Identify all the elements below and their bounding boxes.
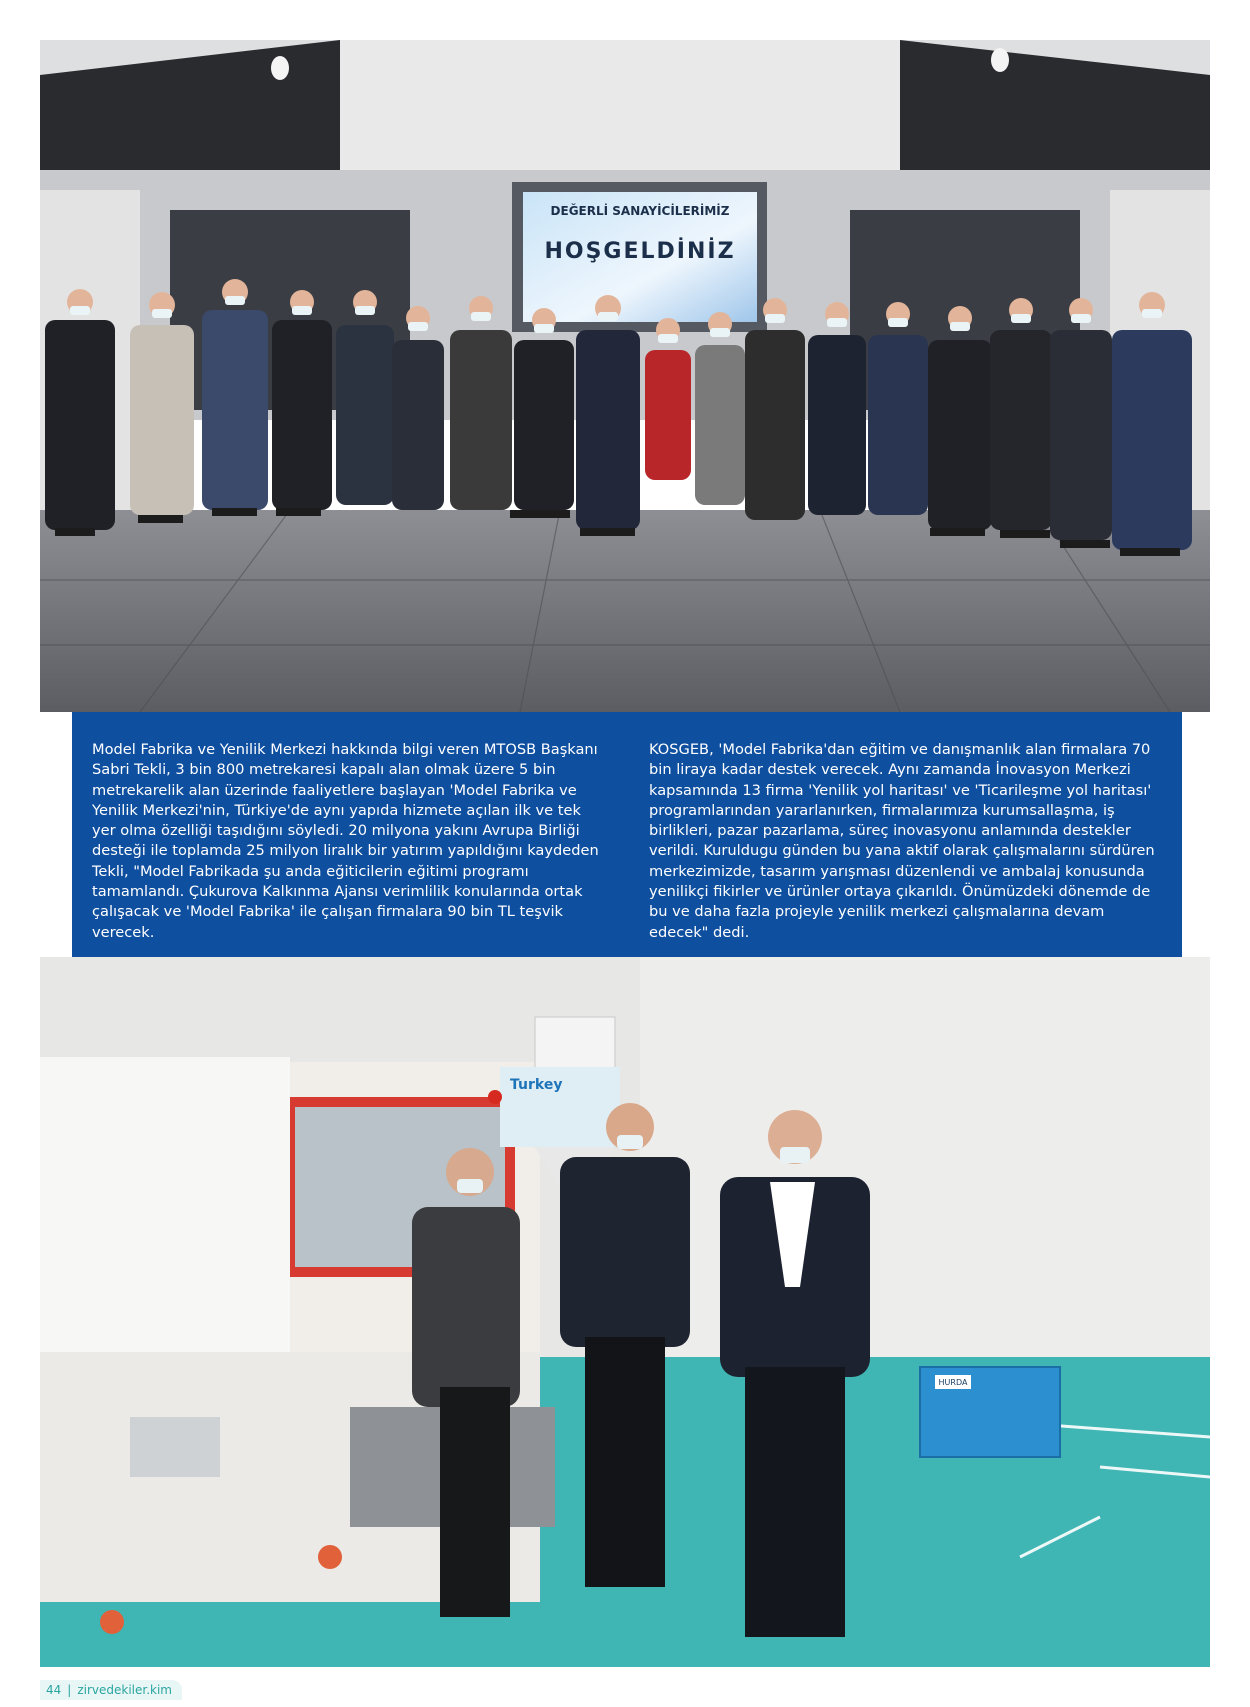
page-number: 44: [46, 1683, 62, 1697]
article-paragraph-right: KOSGEB, 'Model Fabrika'dan eğitim ve danışmanlık alan firmalara 70 bin liraya kadar destek verecek. Aynı zamanda İnovasyon Merkezi kapsamında 13 firma 'Yenilik yol haritası' ve 'Ticarileşme yol haritası' programlarından yararlanırken, firmalarımıza kurumsallaşma, iş birlikleri, pazar pazarlama, süreç inovasyonu anlamında destekler verildi. Kuruldugu günden bu yana aktif olarak çalışmalarını sürdüren merkezimizde, tasarım yarışması düzenlendi ve ambalaj konusunda yenilikçi fikirler ve ürünler ortaya çıkarıldı. Önümüzdeki dönemde de bu ve daha fazla projeyle yenilik merkezi çalışmalarına devam edecek" dedi.: [649, 741, 1155, 941]
group-photo: [40, 40, 1210, 712]
article-paragraph-left: Model Fabrika ve Yenilik Merkezi hakkında bilgi veren MTOSB Başkanı Sabri Tekli, 3 bin 800 metrekaresi kapalı alan olmak üzere 5 bin metrekarelik alan üzerinde faaliyetlere başlayan 'Model Fabrika ve Yenilik Merkezi'nin, Türkiye'de aynı yapıda hizmete açılan ilk ve tek yer olma özelliği taşıdığını söyledi. 20 milyona yakını Avrupa Birliği desteği ile toplamda 25 milyon liralık bir yatırım yapıldığını kaydeden Tekli, "Model Fabrikada şu anda eğiticilerin eğitimi programı tamamlandı. Çukurova Kalkınma Ajansı verimlilik konularında ortak çalışacak ve 'Model Fabrika' ile çalışan firmalara 90 bin TL teşvik verecek.: [92, 741, 599, 941]
article-column-right: [649, 740, 1162, 957]
site-name: zirvedekiler.kim: [77, 1683, 172, 1697]
article-column-left: [92, 740, 605, 957]
sign-line-2: HOŞGELDİNİZ: [544, 239, 736, 264]
factory-photo: [40, 957, 1210, 1667]
article-panel: [72, 712, 1182, 957]
page-footer: 44 | zirvedekiler.kim: [40, 1680, 182, 1700]
sign-line-1: DEĞERLİ SANAYİCİLERİMİZ: [550, 204, 730, 218]
machine-label: Turkey: [510, 1077, 563, 1093]
bin-label: HURDA: [938, 1378, 968, 1387]
